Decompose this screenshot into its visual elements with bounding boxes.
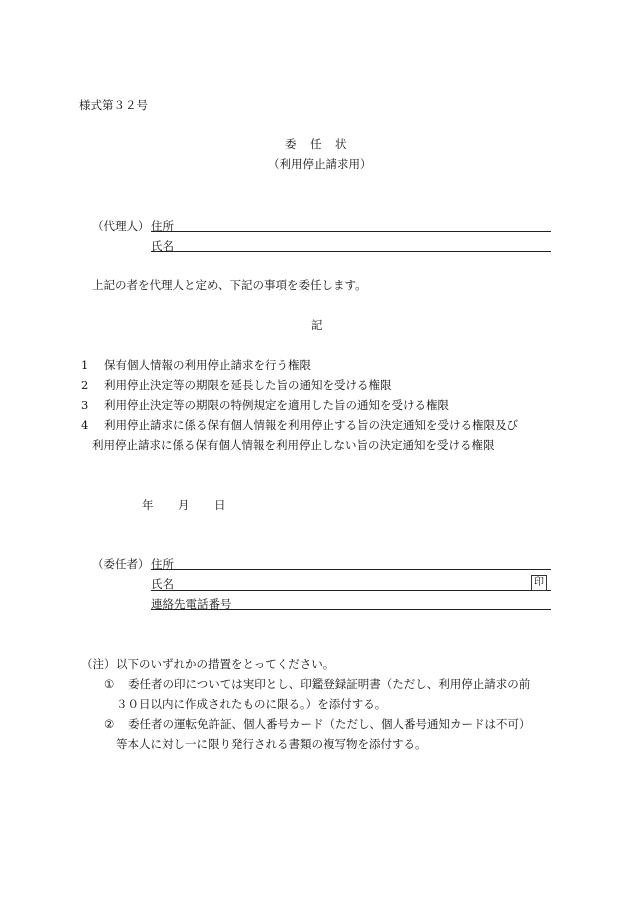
seal-box: 印 <box>531 575 547 591</box>
delegation-sentence: 上記の者を代理人と定め、下記の事項を委任します。 <box>92 278 367 292</box>
note-2-mark: ② <box>104 717 115 731</box>
item-text: 利用停止決定等の期限を延長した旨の通知を受ける権限 <box>104 378 392 392</box>
item-number: 2 <box>81 378 89 392</box>
principal-phone-line[interactable] <box>151 609 551 610</box>
principal-phone-label: 連絡先電話番号 <box>151 597 232 611</box>
agent-address-label: 住所 <box>151 219 174 233</box>
item-number: 3 <box>81 398 89 412</box>
notes-label: （注） <box>81 657 116 671</box>
page-subtitle: （利用停止請求用） <box>268 157 372 171</box>
agent-address-line[interactable] <box>151 231 551 232</box>
principal-name-label: 氏名 <box>151 577 174 591</box>
item-text: 利用停止決定等の期限の特例規定を適用した旨の通知を受ける権限 <box>104 398 449 412</box>
principal-name-line[interactable] <box>151 590 551 591</box>
notes-intro: 以下のいずれかの措置をとってください。 <box>116 657 335 671</box>
note-2-line-2: 等本人に対し一に限り発行される書類の複写物を添付する。 <box>116 737 427 751</box>
page-title: 委 任 状 <box>285 137 348 151</box>
principal-address-line[interactable] <box>151 569 551 570</box>
item-number: 1 <box>81 358 89 372</box>
item-number: 4 <box>81 418 89 432</box>
form-number: 様式第３２号 <box>79 98 148 112</box>
date-day: 日 <box>214 498 226 512</box>
ki-heading: 記 <box>311 318 323 332</box>
note-1-line-1: 委任者の印については実印とし、印鑑登録証明書（ただし、利用停止請求の前 <box>128 677 531 691</box>
date-month: 月 <box>178 498 190 512</box>
item-text-continuation: 利用停止請求に係る保有個人情報を利用停止しない旨の決定通知を受ける権限 <box>92 438 495 452</box>
note-1-line-2: ３０日以内に作成されたものに限る。）を添付する。 <box>116 697 387 711</box>
agent-name-label: 氏名 <box>151 239 174 253</box>
item-text: 保有個人情報の利用停止請求を行う権限 <box>104 358 311 372</box>
note-2-line-1: 委任者の運転免許証、個人番号カード（ただし、個人番号通知カードは不可） <box>128 717 531 731</box>
agent-name-line[interactable] <box>151 251 551 252</box>
principal-address-label: 住所 <box>151 557 174 571</box>
principal-label: （委任者） <box>92 557 150 571</box>
note-1-mark: ① <box>104 677 115 691</box>
item-text: 利用停止請求に係る保有個人情報を利用停止する旨の決定通知を受ける権限及び <box>104 418 518 432</box>
agent-label: （代理人） <box>92 219 150 233</box>
date-year: 年 <box>142 498 154 512</box>
